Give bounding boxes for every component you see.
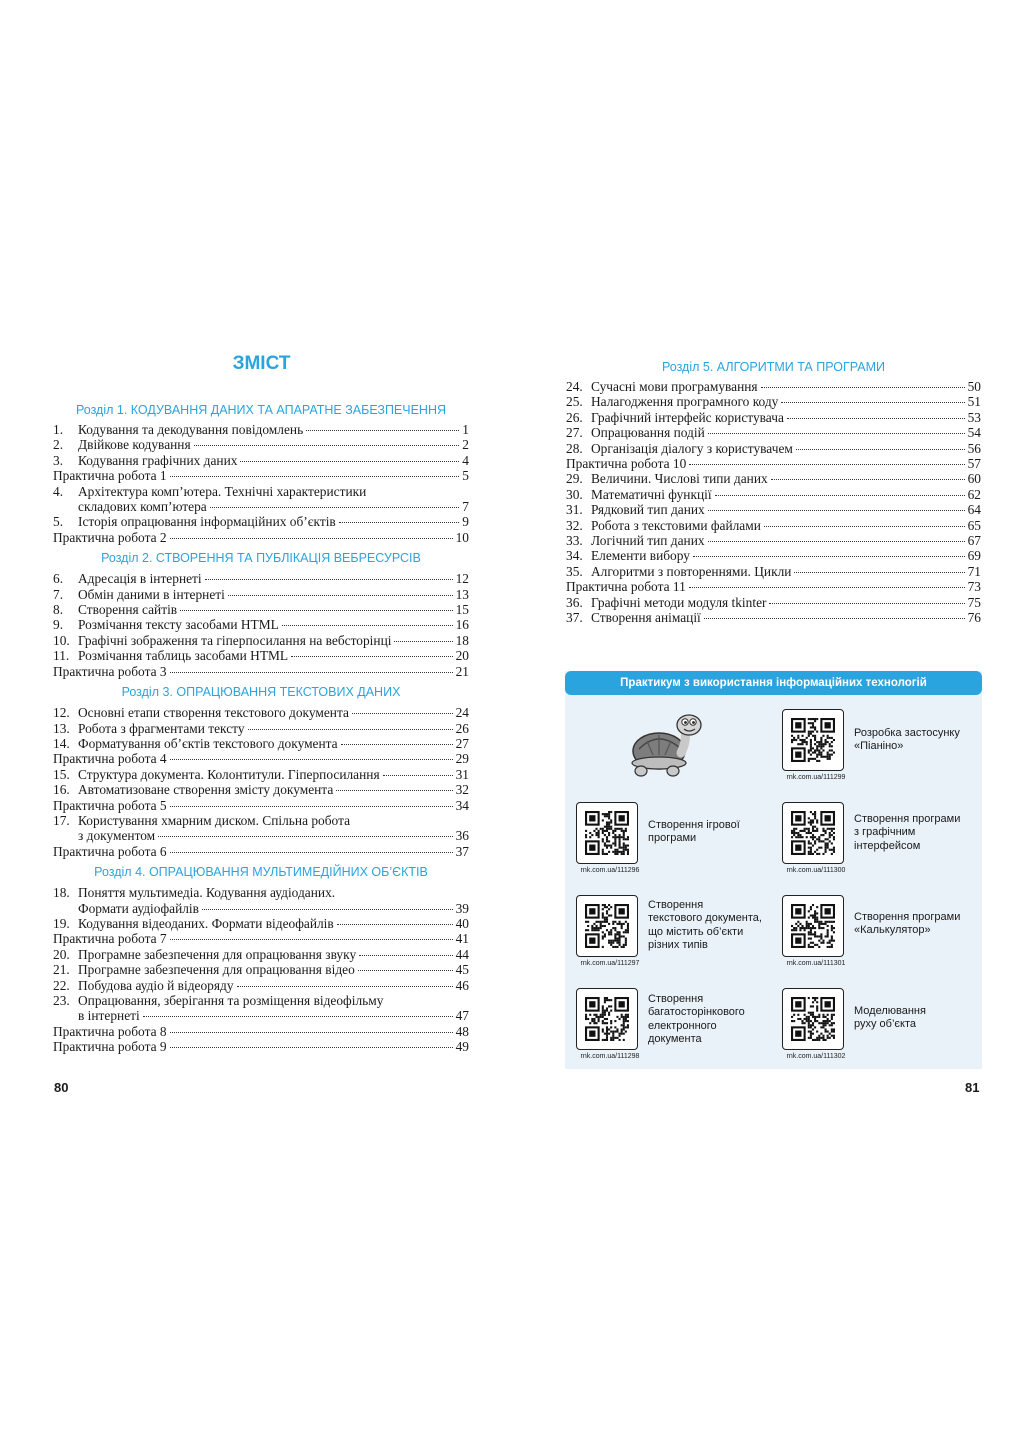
toc-entry-title: Кодування відеоданих. Формати відеофайлів [78, 915, 334, 931]
toc-entry[interactable] [53, 993, 469, 1008]
dot-leader [764, 526, 965, 527]
toc-entry[interactable] [53, 962, 469, 977]
qr-code-icon[interactable] [782, 895, 844, 957]
toc-entry-title: Практична робота 8 [53, 1023, 167, 1039]
toc-entry-page: 54 [967, 425, 981, 441]
toc-entry[interactable] [53, 705, 469, 720]
dot-leader [359, 955, 452, 956]
toc-entry[interactable] [53, 844, 469, 859]
toc-entry-number: 24. [566, 379, 583, 394]
qr-item-link[interactable]: rnk.com.ua/111299 [786, 774, 846, 781]
section-heading: Розділ 4. ОПРАЦЮВАННЯ МУЛЬТИМЕДІЙНИХ ОБ’ЄКТІВ [94, 865, 428, 880]
toc-entry-page: 18 [455, 632, 469, 648]
toc-entry-page: 15 [455, 602, 469, 618]
toc-entry[interactable] [566, 579, 981, 594]
toc-entry-title: Програмне забезпечення для опрацювання звуку [78, 946, 357, 962]
toc-entry-page: 39 [455, 900, 469, 916]
toc-entry-page: 76 [967, 610, 981, 626]
toc-entry-title: Історія опрацювання інформаційних об’єктів [78, 514, 336, 530]
toc-entry-page: 46 [455, 977, 469, 993]
page-number-left: 80 [54, 1080, 69, 1095]
toc-entry-title: Алгоритми з повтореннями. Цикли [591, 563, 792, 579]
toc-entry-number: 20. [53, 946, 70, 962]
dot-leader [339, 522, 460, 523]
toc-entry[interactable] [566, 394, 981, 409]
toc-entry-title: Основні етапи створення текстового документа [78, 705, 349, 721]
toc-entry[interactable] [566, 410, 981, 425]
toc-entry[interactable] [53, 978, 469, 993]
toc-entry[interactable] [566, 533, 981, 548]
toc-entry-page: 41 [455, 931, 469, 947]
toc-entry-page: 73 [967, 579, 981, 595]
toc-entry-page: 13 [455, 586, 469, 602]
toc-entry-title: Практична робота 6 [53, 843, 167, 859]
toc-entry-continuation[interactable] [53, 828, 469, 843]
dot-leader [794, 572, 964, 573]
toc-entry-page: 75 [967, 594, 981, 610]
section-heading: Розділ 2. СТВОРЕННЯ ТА ПУБЛІКАЦІЯ ВЕБРЕСУРСІВ [101, 551, 421, 566]
dot-leader [180, 610, 452, 611]
toc-entry-title: Практична робота 9 [53, 1039, 167, 1055]
qr-item-link[interactable]: rnk.com.ua/111301 [786, 960, 846, 967]
qr-item-label: Створення ігрової програми [648, 819, 740, 845]
toc-entry[interactable] [53, 916, 469, 931]
toc-entry-number: 15. [53, 766, 70, 782]
qr-code-icon[interactable] [782, 802, 844, 864]
toc-entry-page: 9 [462, 514, 469, 530]
dot-leader [708, 541, 965, 542]
toc-entry-number: 3. [53, 452, 64, 468]
dot-leader [708, 510, 965, 511]
toc-entry[interactable] [566, 595, 981, 610]
toc-entry-title: Кодування графічних даних [78, 452, 238, 468]
toc-entry-number: 11. [53, 648, 70, 664]
toc-entry-page: 67 [967, 533, 981, 549]
toc-entry[interactable] [53, 422, 469, 437]
toc-entry-title: Практична робота 2 [53, 529, 167, 545]
toc-entry[interactable] [53, 751, 469, 766]
toc-entry-page: 62 [967, 486, 981, 502]
qr-item-link[interactable]: rnk.com.ua/111302 [786, 1053, 846, 1060]
toc-entry-title: Програмне забезпечення для опрацювання відео [78, 962, 355, 978]
toc-entry-page: 37 [455, 843, 469, 859]
toc-entry[interactable] [53, 947, 469, 962]
toc-entry-page: 34 [455, 797, 469, 813]
toc-entry-number: 27. [566, 425, 583, 441]
qr-item-label: Розробка застосунку «Піаніно» [854, 727, 960, 753]
dot-leader [306, 430, 459, 431]
dot-leader [341, 744, 453, 745]
toc-entry-title: Практична робота 10 [566, 456, 687, 472]
dot-leader [708, 433, 965, 434]
toc-entry[interactable] [566, 456, 981, 471]
dot-leader [170, 1032, 453, 1033]
toc-entry[interactable] [53, 1039, 469, 1054]
toc-entry-page: 10 [455, 529, 469, 545]
toc-entry-number: 25. [566, 394, 583, 410]
toc-entry[interactable] [566, 471, 981, 486]
toc-entry-title: Робота з фрагментами тексту [78, 720, 245, 736]
toc-entry[interactable] [53, 1024, 469, 1039]
toc-entry-title: Організація діалогу з користувачем [591, 440, 793, 456]
toc-entry-title: Побудова аудіо й відеоряду [78, 977, 234, 993]
dot-leader [143, 1016, 453, 1017]
toc-entry[interactable] [53, 664, 469, 679]
toc-entry-number: 37. [566, 610, 583, 626]
toc-entry-number: 22. [53, 977, 70, 993]
dot-leader [158, 836, 452, 837]
toc-entry-number: 32. [566, 517, 583, 533]
dot-leader [769, 603, 964, 604]
toc-entry[interactable] [566, 379, 981, 394]
toc-entry[interactable] [566, 518, 981, 533]
toc-entry[interactable] [53, 931, 469, 946]
toc-entry-number: 19. [53, 915, 70, 931]
toc-entry-page: 2 [462, 437, 469, 453]
toc-entry-title: Робота з текстовими файлами [591, 517, 761, 533]
toc-entry-title: Величини. Числові типи даних [591, 471, 768, 487]
toc-entry[interactable] [53, 484, 469, 499]
toc-entry-number: 29. [566, 471, 583, 487]
toc-entry-page: 64 [967, 502, 981, 518]
toc-entry[interactable] [566, 441, 981, 456]
toc-entry-title-cont: Формати аудіофайлів [78, 900, 199, 916]
toc-entry-page: 1 [462, 422, 469, 437]
toc-entry-title: Практична робота 5 [53, 797, 167, 813]
toc-entry[interactable] [566, 487, 981, 502]
toc-entry-title: Адресація в інтернеті [78, 571, 202, 587]
toc-entry-title: Практична робота 1 [53, 468, 167, 484]
dot-leader [787, 418, 965, 419]
dot-leader [771, 479, 965, 480]
toc-entry[interactable] [53, 721, 469, 736]
dot-leader [689, 587, 965, 588]
toc-entry-page: 4 [462, 452, 469, 468]
toc-entry[interactable] [53, 617, 469, 632]
dot-leader [170, 1047, 453, 1048]
toc-entry[interactable] [53, 767, 469, 782]
toc-entry-number: 8. [53, 602, 64, 618]
toc-entry-title-cont: складових комп’ютера [78, 499, 207, 515]
toc-entry-page: 21 [455, 663, 469, 679]
dot-leader [202, 909, 453, 910]
dot-leader [336, 790, 452, 791]
toc-entry-title-cont: в інтернеті [78, 1008, 140, 1024]
toc-entry-page: 44 [455, 946, 469, 962]
toc-entry-number: 14. [53, 735, 70, 751]
toc-entry-page: 60 [967, 471, 981, 487]
toc-entry-title: Налагодження програмного коду [591, 394, 779, 410]
toc-entry-page: 31 [455, 766, 469, 782]
toc-entry-page: 27 [455, 735, 469, 751]
toc-entry-page: 26 [455, 720, 469, 736]
toc-entry[interactable] [53, 633, 469, 648]
toc-entry-title: Графічні зображення та гіперпосилання на вебсторінці [78, 632, 392, 648]
toc-entry-title-cont: з документом [78, 828, 156, 844]
toc-entry-title: Графічні методи модуля tkinter [591, 594, 767, 610]
toc-entry[interactable] [53, 587, 469, 602]
qr-code-icon[interactable] [782, 988, 844, 1050]
toc-entry-page: 12 [455, 571, 469, 587]
section-heading: Розділ 5. АЛГОРИТМИ ТА ПРОГРАМИ [661, 360, 886, 374]
toc-title: ЗМІСТ [232, 353, 291, 374]
qr-item-link[interactable]: rnk.com.ua/111297 [580, 960, 640, 967]
toc-entry-title: Графічний інтерфейс користувача [591, 409, 784, 425]
toc-entry[interactable] [53, 798, 469, 813]
dot-leader [352, 713, 453, 714]
toc-entry-number: 21. [53, 962, 70, 978]
toc-entry-title: Практична робота 4 [53, 751, 167, 767]
dot-leader [358, 970, 453, 971]
dot-leader [291, 656, 453, 657]
toc-entry-title: Рядковий тип даних [591, 502, 705, 518]
toc-entry-title: Структура документа. Колонтитули. Гіперпосилання [78, 766, 380, 782]
toc-entry-title: Логічний тип даних [591, 533, 705, 549]
dot-leader [715, 495, 965, 496]
toc-entry[interactable] [566, 425, 981, 440]
dot-leader [170, 806, 453, 807]
toc-entry-page: 50 [967, 379, 981, 394]
dot-leader [170, 852, 453, 853]
toc-entry-page: 71 [967, 563, 981, 579]
toc-entry-page: 7 [462, 499, 469, 515]
toc-entry-page: 51 [967, 394, 981, 410]
toc-entry-number: 9. [53, 617, 64, 633]
dot-leader [170, 538, 453, 539]
dot-leader [689, 464, 964, 465]
dot-leader [170, 672, 453, 673]
qr-item-label: Створення програми з графічним інтерфейсом [854, 813, 961, 852]
left-page [0, 0, 517, 1440]
toc-entry-page: 45 [455, 962, 469, 978]
qr-item-label: Створення текстового документа, що містить об’єкти різних типів [648, 899, 762, 951]
toc-entry-number: 28. [566, 440, 583, 456]
toc-entry-page: 69 [967, 548, 981, 564]
toc-entry[interactable] [53, 885, 469, 900]
toc-entry-number: 13. [53, 720, 70, 736]
toc-entry-number: 1. [53, 422, 64, 437]
toc-entry-number: 4. [53, 483, 64, 499]
dot-leader [693, 556, 965, 557]
dot-leader [210, 507, 460, 508]
toc-entry-number: 12. [53, 705, 70, 721]
toc-entry[interactable] [53, 736, 469, 751]
qr-code-icon[interactable] [576, 802, 638, 864]
qr-item-label: Створення програми «Калькулятор» [854, 911, 961, 937]
toc-entry-page: 49 [455, 1039, 469, 1055]
toc-entry-number: 30. [566, 486, 583, 502]
toc-entry-page: 29 [455, 751, 469, 767]
toc-entry[interactable] [53, 437, 469, 452]
toc-entry-number: 23. [53, 993, 70, 1008]
dot-leader [237, 986, 453, 987]
toc-entry-number: 33. [566, 533, 583, 549]
dot-leader [170, 939, 453, 940]
toc-entry[interactable] [53, 514, 469, 529]
toc-entry-title: Практична робота 3 [53, 663, 167, 679]
practicum-panel [565, 671, 982, 1069]
toc-entry-title: Створення анімації [591, 610, 701, 626]
turtle-illustration [625, 711, 705, 786]
toc-left-column [53, 398, 469, 1055]
toc-entry-number: 5. [53, 514, 64, 530]
toc-entry-title: Кодування та декодування повідомлень [78, 422, 304, 437]
toc-entry-title: Поняття мультимедіа. Кодування аудіоданих. [78, 885, 336, 901]
toc-entry-number: 35. [566, 563, 583, 579]
toc-entry-number: 26. [566, 409, 583, 425]
dot-leader [170, 476, 460, 477]
qr-code-icon[interactable] [576, 895, 638, 957]
toc-entry-page: 48 [455, 1023, 469, 1039]
toc-entry-page: 40 [455, 915, 469, 931]
toc-entry-page: 24 [455, 705, 469, 721]
dot-leader [240, 461, 459, 462]
toc-right-column [566, 355, 981, 626]
toc-entry-title: Архітектура комп’ютера. Технічні характеристики [78, 483, 367, 499]
toc-entry-number: 34. [566, 548, 583, 564]
toc-entry-title: Обмін даними в інтернеті [78, 586, 225, 602]
dot-leader [383, 775, 453, 776]
dot-leader [394, 641, 452, 642]
qr-item-label: Моделювання руху об’єкта [854, 1005, 926, 1031]
dot-leader [228, 595, 453, 596]
toc-entry-title: Створення сайтів [78, 602, 178, 618]
dot-leader [170, 759, 453, 760]
toc-entry-number: 16. [53, 782, 70, 798]
toc-entry-page: 65 [967, 517, 981, 533]
toc-entry-page: 56 [967, 440, 981, 456]
toc-entry-number: 6. [53, 571, 64, 587]
section-heading: Розділ 3. ОПРАЦЮВАННЯ ТЕКСТОВИХ ДАНИХ [121, 685, 401, 700]
dot-leader [796, 449, 965, 450]
qr-item-link[interactable]: rnk.com.ua/111300 [786, 867, 846, 874]
toc-entry-title: Практична робота 11 [566, 579, 686, 595]
toc-entry-number: 10. [53, 632, 70, 648]
toc-entry-title: Математичні функції [591, 486, 712, 502]
toc-entry-number: 17. [53, 812, 70, 828]
right-page [518, 0, 1035, 1440]
toc-entry-continuation[interactable] [53, 499, 469, 514]
toc-entry-number: 18. [53, 885, 70, 901]
toc-entry-page: 20 [455, 648, 469, 664]
toc-entry[interactable] [566, 564, 981, 579]
dot-leader [761, 387, 965, 388]
toc-entry[interactable] [53, 813, 469, 828]
toc-entry-page: 16 [455, 617, 469, 633]
dot-leader [704, 618, 965, 619]
qr-code-icon[interactable] [782, 709, 844, 771]
toc-entry-title: Автоматизоване створення змісту документа [78, 782, 334, 798]
toc-entry-page: 36 [455, 828, 469, 844]
toc-entry[interactable] [53, 453, 469, 468]
dot-leader [205, 579, 453, 580]
toc-entry[interactable] [53, 648, 469, 663]
toc-entry-number: 7. [53, 586, 64, 602]
practicum-title: Практикум з використання інформаційних технологій [565, 671, 982, 695]
toc-entry-page: 57 [967, 456, 981, 472]
toc-entry[interactable] [53, 468, 469, 483]
toc-entry-number: 2. [53, 437, 64, 453]
toc-entry[interactable] [566, 548, 981, 563]
qr-item-link[interactable]: rnk.com.ua/111298 [580, 1053, 640, 1060]
toc-entry[interactable] [53, 530, 469, 545]
qr-code-icon[interactable] [576, 988, 638, 1050]
toc-entry-title: Елементи вибору [591, 548, 690, 564]
toc-entry[interactable] [566, 502, 981, 517]
toc-entry[interactable] [53, 602, 469, 617]
toc-entry-number: 36. [566, 594, 583, 610]
page-number-right: 81 [965, 1080, 980, 1095]
toc-entry-page: 5 [462, 468, 469, 484]
toc-entry-title: Опрацювання, зберігання та розміщення відеофільму [78, 993, 384, 1008]
toc-entry-page: 47 [455, 1008, 469, 1024]
dot-leader [194, 445, 460, 446]
toc-entry-title: Форматування об’єктів текстового документа [78, 735, 338, 751]
toc-entry-continuation[interactable] [53, 901, 469, 916]
qr-item-link[interactable]: rnk.com.ua/111296 [580, 867, 640, 874]
toc-entry-title: Сучасні мови програмування [591, 379, 758, 394]
toc-entry-number: 31. [566, 502, 583, 518]
toc-entry-title: Розмічання таблиць засобами HTML [78, 648, 289, 664]
toc-entry-continuation[interactable] [53, 1008, 469, 1023]
toc-entry-title: Користування хмарним диском. Спільна робота [78, 812, 351, 828]
toc-entry-title: Опрацювання подій [591, 425, 705, 441]
dot-leader [248, 729, 453, 730]
toc-entry[interactable] [566, 610, 981, 625]
toc-entry-page: 53 [967, 409, 981, 425]
toc-entry-title: Двійкове кодування [78, 437, 191, 453]
qr-item-label: Створення багатосторінкового електронного документа [648, 993, 745, 1045]
toc-entry-title: Розмічання тексту засобами HTML [78, 617, 279, 633]
dot-leader [282, 625, 453, 626]
dot-leader [781, 402, 964, 403]
section-heading: Розділ 1. КОДУВАННЯ ДАНИХ ТА АПАРАТНЕ ЗАБЕЗПЕЧЕННЯ [75, 403, 447, 417]
toc-entry-page: 32 [455, 782, 469, 798]
toc-entry-title: Практична робота 7 [53, 931, 167, 947]
toc-entry[interactable] [53, 571, 469, 586]
toc-entry[interactable] [53, 782, 469, 797]
dot-leader [337, 924, 453, 925]
